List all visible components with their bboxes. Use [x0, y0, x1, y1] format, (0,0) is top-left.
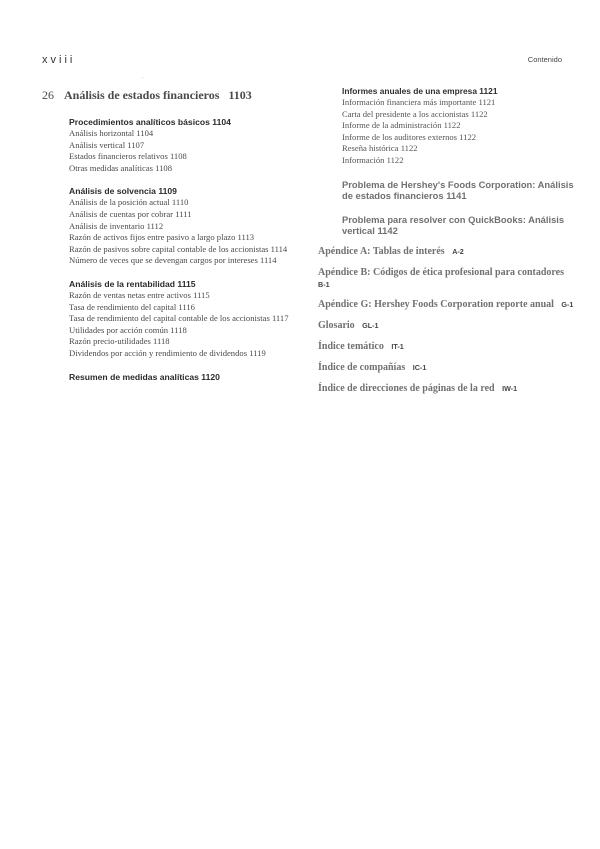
chapter-number: 26: [42, 88, 54, 102]
appendix-entry[interactable]: [318, 362, 574, 374]
toc-entry[interactable]: Análisis de inventario 1112: [69, 220, 164, 231]
toc-entry[interactable]: Tasa de rendimiento del capital contable de los accionistas 1117: [69, 313, 289, 324]
appendix-entry[interactable]: [318, 320, 574, 332]
section-heading[interactable]: Procedimientos analíticos básicos 1104: [69, 117, 231, 127]
page-speck: .: [142, 74, 144, 80]
problem-heading-quickbooks[interactable]: Problema para resolver con QuickBooks: Análisis vertical 1142: [342, 213, 565, 237]
toc-section: [44, 372, 296, 382]
toc-entry[interactable]: Razón precio-utilidades 1118: [69, 336, 170, 347]
toc-entry[interactable]: Informe de la administración 1122: [342, 120, 461, 131]
appendix-entry[interactable]: [318, 341, 574, 353]
toc-entry[interactable]: Análisis horizontal 1104: [69, 128, 154, 138]
appendix-title: Índice temático: [318, 340, 384, 352]
toc-entry[interactable]: Informe de los auditores externos 1122: [342, 131, 477, 142]
appendix-title: Apéndice A: Tablas de interés: [318, 245, 445, 257]
problem-heading-hershey[interactable]: Problema de Hershey's Foods Corporation: Análisis de estados financieros 1141: [342, 178, 574, 202]
appendix-page: IC-1: [412, 362, 427, 372]
toc-entry[interactable]: Carta del presidente a los accionistas 1122: [342, 108, 488, 119]
toc-entry[interactable]: Otras medidas analíticas 1108: [69, 162, 173, 173]
appendix-title: Índice de compañías: [318, 361, 406, 373]
toc-entry[interactable]: Información 1122: [342, 154, 404, 165]
appendix-page: A-2: [452, 246, 464, 256]
appendix-title: Apéndice B: Códigos de ética profesional para contadores: [318, 266, 565, 278]
toc-entry[interactable]: Utilidades por acción común 1118: [69, 324, 187, 335]
toc-section: [44, 186, 296, 267]
toc-entry[interactable]: Análisis vertical 1107: [69, 139, 145, 150]
appendix-title: Índice de direcciones de páginas de la red: [318, 382, 495, 394]
toc-entry[interactable]: Dividendos por acción y rendimiento de dividendos 1119: [69, 347, 266, 358]
chapter-page: 1103: [228, 88, 252, 102]
toc-entry[interactable]: Razón de ventas netas entre activos 1115: [69, 289, 210, 300]
chapter-title: Análisis de estados financieros 1103: [64, 88, 252, 102]
appendix-title: Apéndice G: Hershey Foods Corporation reporte anual: [318, 299, 554, 311]
page-number: xviii: [42, 54, 76, 66]
appendix-page: GL-1: [362, 321, 379, 331]
running-title: Contenido: [527, 55, 562, 64]
appendix-entry[interactable]: [318, 246, 574, 258]
chapter-heading[interactable]: [42, 88, 296, 103]
toc-right-column: [318, 88, 574, 394]
toc-entry[interactable]: Razón de activos fijos entre pasivo a largo plazo 1113: [69, 232, 255, 243]
toc-entry[interactable]: Análisis de la posición actual 1110: [69, 197, 189, 208]
appendix-entry[interactable]: [318, 267, 574, 291]
appendix-page: G-1: [561, 300, 574, 310]
appendix-entry[interactable]: [318, 299, 574, 311]
section-heading[interactable]: Informes anuales de una empresa 1121: [342, 86, 498, 96]
toc-left-column: [44, 88, 296, 394]
section-heading[interactable]: Resumen de medidas analíticas 1120: [69, 371, 220, 382]
toc-section: [44, 279, 296, 360]
toc-entry[interactable]: Estados financieros relativos 1108: [69, 151, 187, 162]
section-heading[interactable]: Análisis de solvencia 1109: [69, 186, 177, 197]
toc-entry[interactable]: Reseña histórica 1122: [342, 143, 418, 154]
appendix-page: IT-1: [391, 341, 404, 351]
toc-entry[interactable]: Número de veces que se devengan cargos por intereses 1114: [69, 255, 277, 266]
section-heading[interactable]: Análisis de la rentabilidad 1115: [69, 278, 196, 289]
appendix-entry[interactable]: [318, 383, 574, 395]
toc-entry[interactable]: Razón de pasivos sobre capital contable de los accionistas 1114: [69, 243, 288, 254]
appendix-page: IW-1: [502, 383, 518, 393]
appendix-title: Glosario: [318, 320, 355, 332]
toc-entry[interactable]: Análisis de cuentas por cobrar 1111: [69, 208, 192, 219]
toc-entry[interactable]: Información financiera más importante 1121: [342, 97, 496, 107]
toc-section: [44, 117, 296, 174]
toc-entry[interactable]: Tasa de rendimiento del capital 1116: [69, 301, 195, 312]
appendix-page: B-1: [318, 279, 330, 289]
